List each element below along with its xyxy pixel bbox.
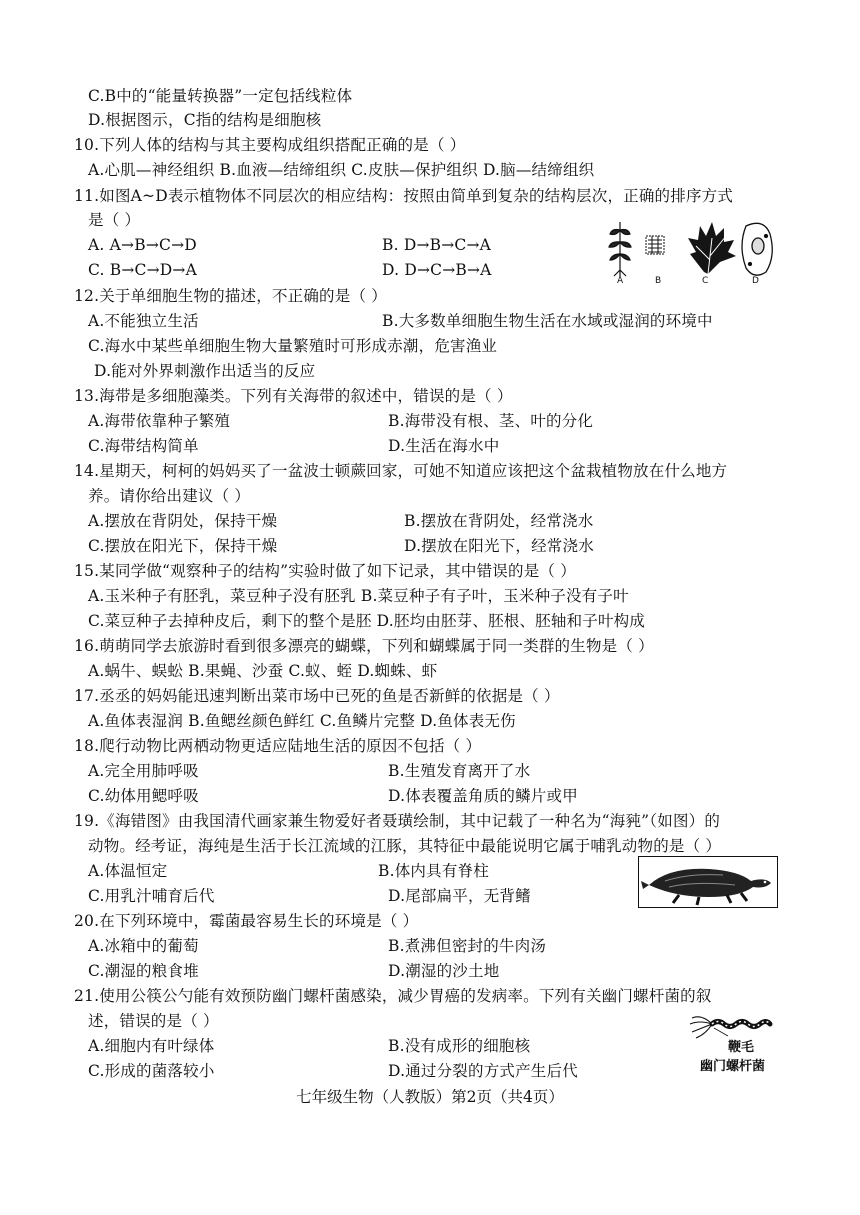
answer-option: 述，错误的是（ ） bbox=[88, 1012, 219, 1030]
answer-option: A.体温恒定 bbox=[88, 862, 168, 880]
answer-option: B.海带没有根、茎、叶的分化 bbox=[388, 412, 594, 430]
answer-option: D.通过分裂的方式产生后代 bbox=[388, 1062, 578, 1080]
question-stem: 16.萌萌同学去旅游时看到很多漂亮的蝴蝶，下列和蝴蝶属于同一类群的生物是（ ） bbox=[74, 637, 654, 655]
answer-option: D.能对外界刺激作出适当的反应 bbox=[94, 362, 316, 380]
answer-option: 是（ ） bbox=[88, 211, 141, 229]
figure-label-c: C bbox=[702, 276, 709, 286]
question-stem: 19.《海错图》由我国清代画家兼生物爱好者聂璜绘制，其中记载了一种名为“海豘”（如图）的 bbox=[74, 812, 721, 830]
turtle-illustration-icon bbox=[639, 857, 777, 907]
answer-option: A.完全用肺呼吸 bbox=[88, 762, 199, 780]
answer-option: 养。请你给出建议（ ） bbox=[88, 487, 251, 505]
answer-option: C.潮湿的粮食堆 bbox=[88, 962, 199, 980]
answer-option: D.潮湿的沙土地 bbox=[388, 962, 500, 980]
tissue-icon bbox=[646, 236, 664, 254]
leaf-icon bbox=[688, 222, 736, 274]
answer-option: B.生殖发育离开了水 bbox=[388, 762, 531, 780]
answer-option: A.鱼体表湿润 B.鱼鳃丝颜色鲜红 C.鱼鳞片完整 D.鱼体表无伤 bbox=[88, 712, 516, 730]
question-stem: 21.使用公筷公勺能有效预防幽门螺杆菌感染，减少胃癌的发病率。下列有关幽门螺杆菌的叙 bbox=[74, 987, 712, 1005]
answer-option: A.冰箱中的葡萄 bbox=[88, 937, 199, 955]
answer-option: C.海水中某些单细胞生物大量繁殖时可形成赤潮，危害渔业 bbox=[88, 337, 498, 355]
answer-option: 动物。经考证，海纯是生活于长江流域的江豚，其特征中最能说明它属于哺乳动物的是（ ） bbox=[88, 837, 722, 855]
flagellum-label: 鞭毛 bbox=[728, 1040, 755, 1055]
answer-option: B.摆放在背阴处，经常浇水 bbox=[404, 512, 594, 530]
answer-option: A.玉米种子有胚乳，菜豆种子没有胚乳 B.菜豆种子有子叶，玉米种子没有子叶 bbox=[88, 587, 629, 605]
answer-option: D.摆放在阳光下，经常浇水 bbox=[404, 537, 594, 555]
answer-option: C.菜豆种子去掉种皮后，剩下的整个是胚 D.胚均由胚芽、胚根、胚轴和子叶构成 bbox=[88, 612, 646, 630]
question-stem: 20.在下列环境中，霉菌最容易生长的环境是（ ） bbox=[74, 912, 419, 930]
haitun-figure bbox=[638, 856, 778, 908]
answer-option: A.不能独立生活 bbox=[88, 312, 199, 330]
cell-icon bbox=[742, 223, 772, 275]
question-stem: 10.下列人体的结构与其主要构成组织搭配正确的是（ ） bbox=[74, 136, 466, 154]
question-stem: 13.海带是多细胞藻类。下列有关海带的叙述中，错误的是（ ） bbox=[74, 387, 513, 405]
answer-option: A. A→B→C→D bbox=[88, 236, 197, 254]
answer-option: C.用乳汁哺育后代 bbox=[88, 887, 215, 905]
page-footer: 七年级生物（人教版）第2页（共4页） bbox=[296, 1088, 564, 1106]
answer-option: B. D→B→C→A bbox=[382, 236, 492, 254]
answer-option: D.体表覆盖角质的鳞片或甲 bbox=[388, 787, 578, 805]
bacterium-caption: 幽门螺杆菌 bbox=[700, 1059, 766, 1074]
answer-option: A.蜗牛、蜈蚣 B.果蝇、沙蚕 C.蚁、蛭 D.蜘蛛、虾 bbox=[88, 662, 438, 680]
figure-label-a: A bbox=[617, 276, 624, 286]
question-stem: 15.某同学做“观察种子的结构”实验时做了如下记录，其中错误的是（ ） bbox=[74, 562, 576, 580]
answer-option: C.海带结构简单 bbox=[88, 437, 199, 455]
answer-option: D. D→C→B→A bbox=[382, 261, 492, 279]
answer-option: C.幼体用鳃呼吸 bbox=[88, 787, 199, 805]
answer-option: D.根据图示，C指的结构是细胞核 bbox=[88, 111, 322, 129]
figure-label-b: B bbox=[655, 276, 662, 286]
question-stem: 14.星期天，柯柯的妈妈买了一盆波士顿蕨回家，可她不知道应该把这个盆栽植物放在什么地方 bbox=[74, 462, 728, 480]
answer-option: B.体内具有脊柱 bbox=[378, 862, 489, 880]
question-stem: 11.如图A~D表示植物体不同层次的相应结构：按照由简单到复杂的结构层次，正确的排序方式 bbox=[74, 187, 734, 205]
answer-option: C.摆放在阳光下，保持干燥 bbox=[88, 537, 278, 555]
answer-option: C. B→C→D→A bbox=[88, 261, 197, 279]
answer-option: A.摆放在背阴处，保持干燥 bbox=[88, 512, 278, 530]
answer-option: B.煮沸但密封的牛肉汤 bbox=[388, 937, 547, 955]
flagellum-icon bbox=[690, 1017, 712, 1038]
plant-icon bbox=[609, 222, 631, 277]
answer-option: A.细胞内有叶绿体 bbox=[88, 1037, 215, 1055]
answer-option: D.生活在海水中 bbox=[388, 437, 500, 455]
answer-option: C.B中的“能量转换器”一定包括线粒体 bbox=[88, 87, 353, 105]
question-stem: 12.关于单细胞生物的描述，不正确的是（ ） bbox=[74, 287, 387, 305]
answer-option: B.没有成形的细胞核 bbox=[388, 1037, 531, 1055]
answer-option: B.大多数单细胞生物生活在水域或湿润的环境中 bbox=[382, 312, 713, 330]
question-stem: 17.丞丞的妈妈能迅速判断出菜市场中已死的鱼是否新鲜的依据是（ ） bbox=[74, 687, 560, 705]
figure-label-d: D bbox=[752, 276, 759, 286]
question-stem: 18.爬行动物比两栖动物更适应陆地生活的原因不包括（ ） bbox=[74, 737, 482, 755]
answer-option: A.心肌—神经组织 B.血液—结缔组织 C.皮肤—保护组织 D.脑—结缔组织 bbox=[88, 161, 595, 179]
answer-option: A.海带依靠种子繁殖 bbox=[88, 412, 231, 430]
answer-option: D.尾部扁平，无背鳍 bbox=[388, 887, 531, 905]
answer-option: C.形成的菌落较小 bbox=[88, 1062, 215, 1080]
